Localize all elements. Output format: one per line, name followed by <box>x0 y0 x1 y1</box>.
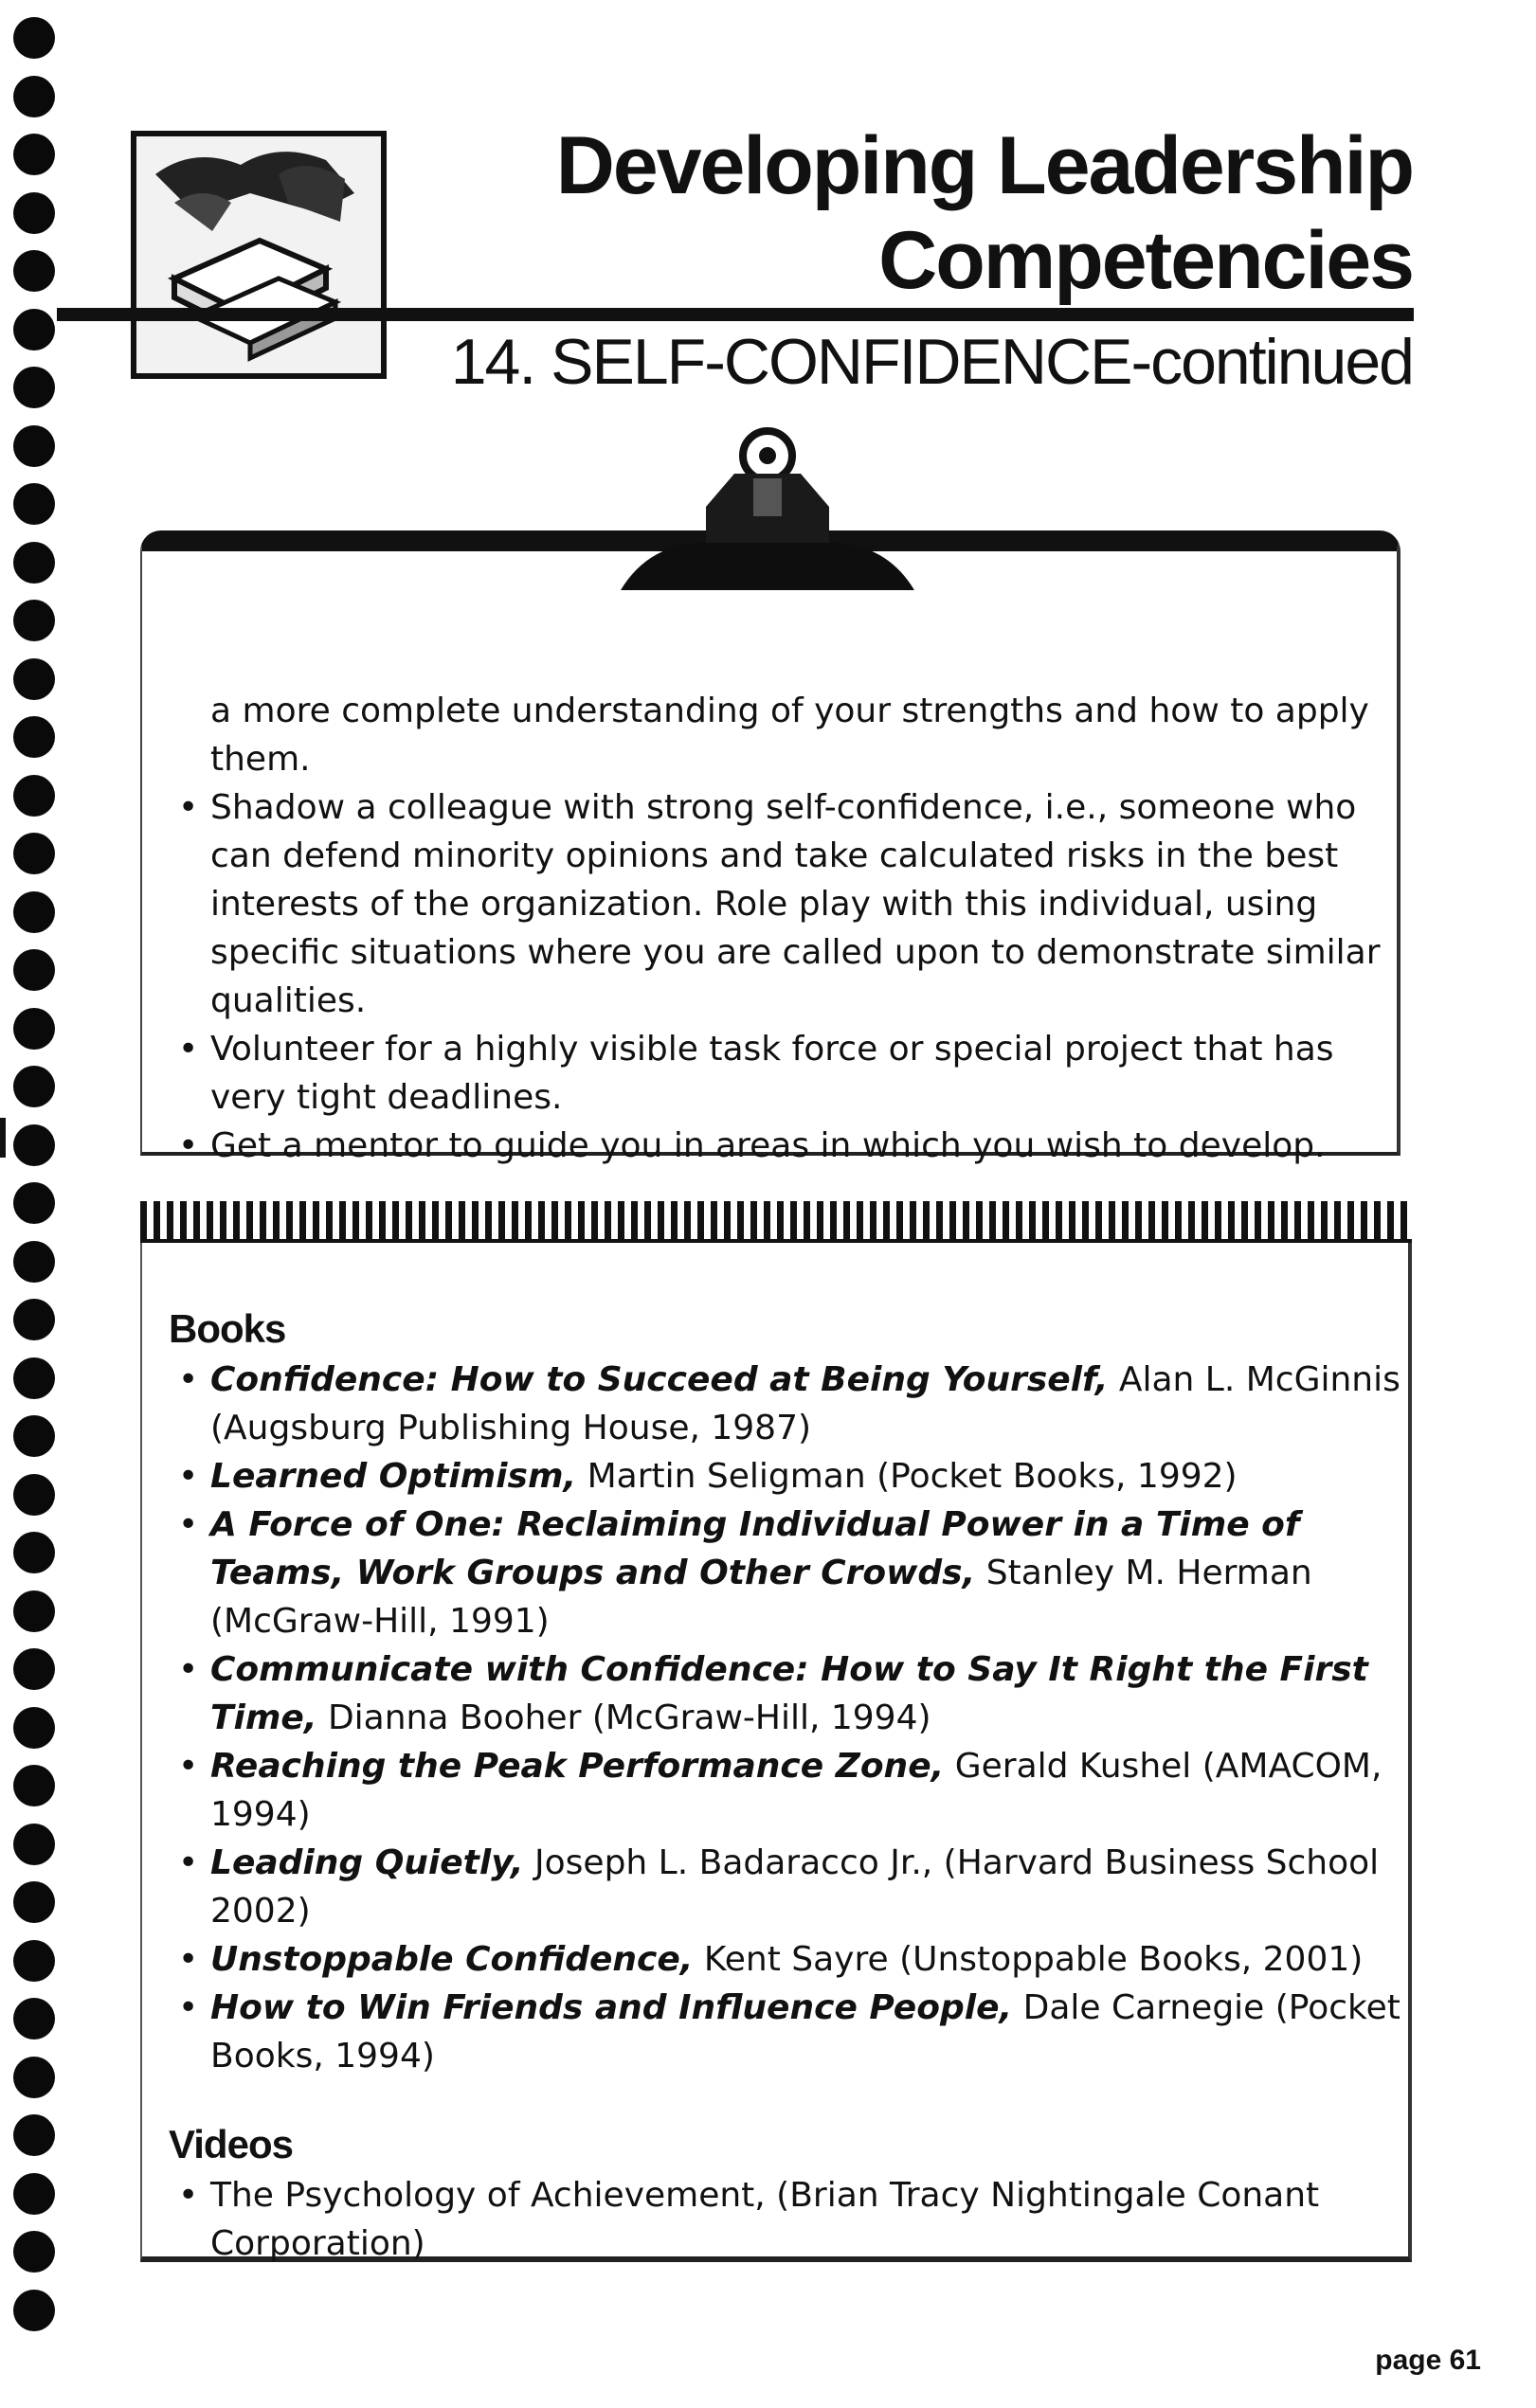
videos-list <box>169 2171 1400 2268</box>
binding-hole <box>13 891 55 933</box>
binding-hole <box>13 1357 55 1399</box>
notebook-content <box>169 1303 1400 2268</box>
clipboard-clip-icon <box>592 422 943 597</box>
list-item: • Get a mentor to guide you in areas in which you wish to develop. <box>169 1122 1396 1170</box>
binding-hole <box>13 367 55 408</box>
books-heading: Books <box>169 1306 286 1351</box>
binding-hole <box>13 775 55 817</box>
binding-hole <box>13 1648 55 1690</box>
book-title: Unstoppable Confidence, <box>210 1940 694 1979</box>
binding-hole <box>13 1124 55 1166</box>
book-details: Dianna Booher (McGraw-Hill, 1994) <box>316 1698 931 1737</box>
binding-hole <box>13 1881 55 1923</box>
list-item <box>169 1935 1400 1984</box>
clipboard-content <box>169 687 1396 1170</box>
page-number: page 61 <box>1375 2345 1481 2376</box>
binding-hole <box>13 716 55 758</box>
book-title: A Force of One: Reclaiming Individual Power in a Time of Teams, Work Groups and Other Crowds, <box>210 1505 1300 1592</box>
list-item <box>169 1839 1400 1935</box>
book-title: Leading Quietly, <box>210 1843 524 1882</box>
binding-hole <box>13 542 55 584</box>
continued-paragraph: a more complete understanding of your strengths and how to apply them. <box>210 692 1369 779</box>
book-details: Gerald Kushel (AMACOM, 1994) <box>210 1747 1382 1834</box>
book-title: Learned Optimism, <box>210 1457 577 1496</box>
binding-mark <box>0 1118 6 1158</box>
binding-hole <box>13 1532 55 1573</box>
binding-hole <box>13 1299 55 1340</box>
book-title: How to Win Friends and Influence People, <box>210 1988 1013 2027</box>
list-item: • Volunteer for a highly visible task force or special project that has very tight deadlines. <box>169 1025 1396 1122</box>
books-illustration <box>131 131 387 379</box>
binding-hole <box>13 1182 55 1224</box>
binding-hole <box>13 1008 55 1050</box>
suggestion-list <box>169 783 1396 1170</box>
binding-hole <box>13 2057 55 2098</box>
header-rule <box>57 308 1414 321</box>
binding-hole <box>13 1765 55 1806</box>
book-details: Martin Seligman (Pocket Books, 1992) <box>576 1457 1238 1496</box>
binding-hole <box>13 425 55 467</box>
list-item <box>169 1742 1400 1839</box>
book-details: Kent Sayre (Unstoppable Books, 2001) <box>693 1940 1364 1979</box>
list-item <box>169 1984 1400 2080</box>
binding-hole <box>13 192 55 234</box>
list-item: • Shadow a colleague with strong self-confidence, i.e., someone who can defend minority opinions and take calculated risks in the best interests of the organization. Role play with this individual, using specific situations where you are called upon to demonstrate similar qualities. <box>169 783 1396 1025</box>
binding-hole <box>13 250 55 292</box>
binding-hole <box>13 1707 55 1749</box>
binding-hole <box>13 1415 55 1457</box>
binding-hole <box>13 309 55 350</box>
binding-hole <box>13 658 55 700</box>
binding-hole <box>13 2231 55 2273</box>
binding-hole <box>13 1940 55 1982</box>
spiral-binding <box>0 0 76 2408</box>
binding-hole <box>13 134 55 175</box>
binding-hole <box>13 1590 55 1632</box>
binding-hole <box>13 1066 55 1107</box>
videos-heading: Videos <box>169 2122 293 2166</box>
book-title: Reaching the Peak Performance Zone, <box>210 1747 945 1786</box>
binding-hole <box>13 2173 55 2215</box>
book-title: Confidence: How to Succeed at Being Yourself, <box>210 1360 1109 1399</box>
page-title-line-2: Competencies <box>878 215 1413 306</box>
book-details: Dale Carnegie (Pocket Books, 1994) <box>210 1988 1400 2076</box>
list-item <box>169 1645 1400 1742</box>
binding-hole <box>13 1998 55 2040</box>
binding-hole <box>13 833 55 874</box>
list-item: • The Psychology of Achievement, (Brian Tracy Nightingale Conant Corporation) <box>169 2171 1400 2268</box>
book-details: Joseph L. Badaracco Jr., (Harvard Business School 2002) <box>210 1843 1380 1931</box>
binding-hole <box>13 1824 55 1865</box>
binding-hole <box>13 2290 55 2331</box>
books-list <box>169 1356 1400 2080</box>
binding-hole <box>13 1474 55 1516</box>
binding-hole <box>13 76 55 117</box>
notebook-spiral <box>140 1201 1412 1243</box>
binding-hole <box>13 600 55 641</box>
page-title-line-1: Developing Leadership <box>555 120 1413 211</box>
binding-hole <box>13 2114 55 2156</box>
list-item <box>169 1452 1400 1501</box>
binding-hole <box>13 483 55 525</box>
list-item <box>169 1501 1400 1645</box>
page-subtitle: 14. SELF-CONFIDENCE-continued <box>450 326 1413 398</box>
book-details: Alan L. McGinnis (Augsburg Publishing House, 1987) <box>210 1360 1400 1447</box>
binding-hole <box>13 17 55 59</box>
binding-hole <box>13 1241 55 1283</box>
books-icon <box>136 136 381 373</box>
binding-hole <box>13 949 55 991</box>
list-item <box>169 1356 1400 1452</box>
book-title: Communicate with Confidence: How to Say It Right the First Time, <box>210 1650 1368 1737</box>
book-details: Stanley M. Herman (McGraw-Hill, 1991) <box>210 1554 1312 1641</box>
